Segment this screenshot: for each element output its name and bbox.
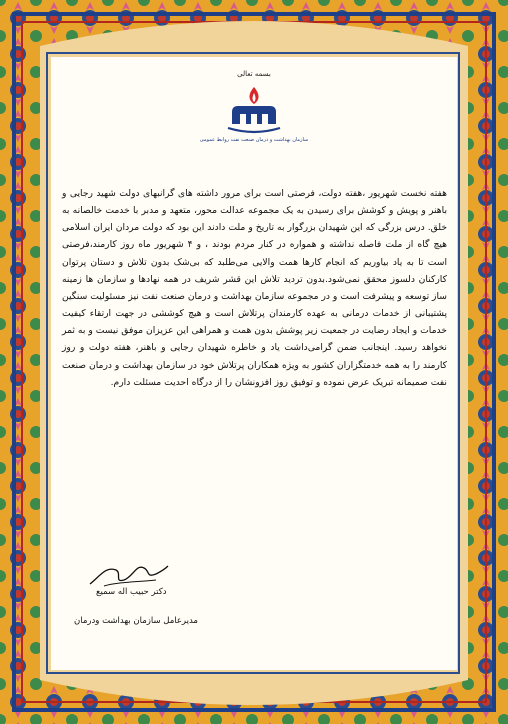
letter-paragraph: هفته نخست شهریور ،هفته دولت، فرصتی است برای مرور داشته های گرانبهای دولت شهید رجایی و باهنر و پویش و کوشش برای رسیدن به یک مجموعه عدالت محور، متعهد و مدبر با خدمت خالصانه به خلق. درس بزرگی که این شهیدان بزرگوار به تاریخ و ملت دادند این بود که دولت مردان ایران اسلامی هیچ گاه از ملت فاصله نداشته و همواره در کنار مردم بودند ، و ۴ شهریور ماه روز کارمند،فرصتی است تا به یاد بیاوریم که انجام کارها همت والایی می‌طلبد که بی‌شک بدون تلاش و دستان پرتوان کارکنان دلسوز محقق نمی‌شود.بدون تردید تلاش این قشر شریف در همه نهادها و سازمان ها زمینه ساز توسعه و پیشرفت است و در مجموعه سازمان بهداشت و درمان صنعت نفت نیز مسئولیت سنگین پشتیبانی از خدمات درمانی به عهده کارمندان پرتلاش است و هیچ کوششی در جهت ارتقاء کیفیت خدمات و ایجاد رضایت در جمعیت زیر پوشش بدون همت و همراهی این عزیزان موفق نیست و به ثمر نخواهد رسید. اینجانب ضمن گرامی‌داشت یاد و خاطره شهیدان رجایی و باهنر، هفته دولت و روز کارمند را به همه خدمتگزاران کشور به ویژه همکاران پرتلاش خود در سازمان بهداشت و درمان صنعت نفت صمیمانه تبریک عرض نموده و توفیق روز افزونشان را از درگاه احدیت مسئلت دارم. (62, 188, 447, 388)
signatory-title: مدیرعامل سازمان بهداشت ودرمان (74, 616, 198, 626)
signatory-name: دکتر حبیب اله سمیع (96, 587, 167, 597)
basmala-heading: بسمه تعالی (237, 70, 271, 78)
oil-company-logo-icon (218, 84, 290, 136)
logo-caption: سازمان بهداشت و درمان صنعت نفت روابط عمومی (199, 137, 309, 143)
letter-body (62, 185, 447, 391)
